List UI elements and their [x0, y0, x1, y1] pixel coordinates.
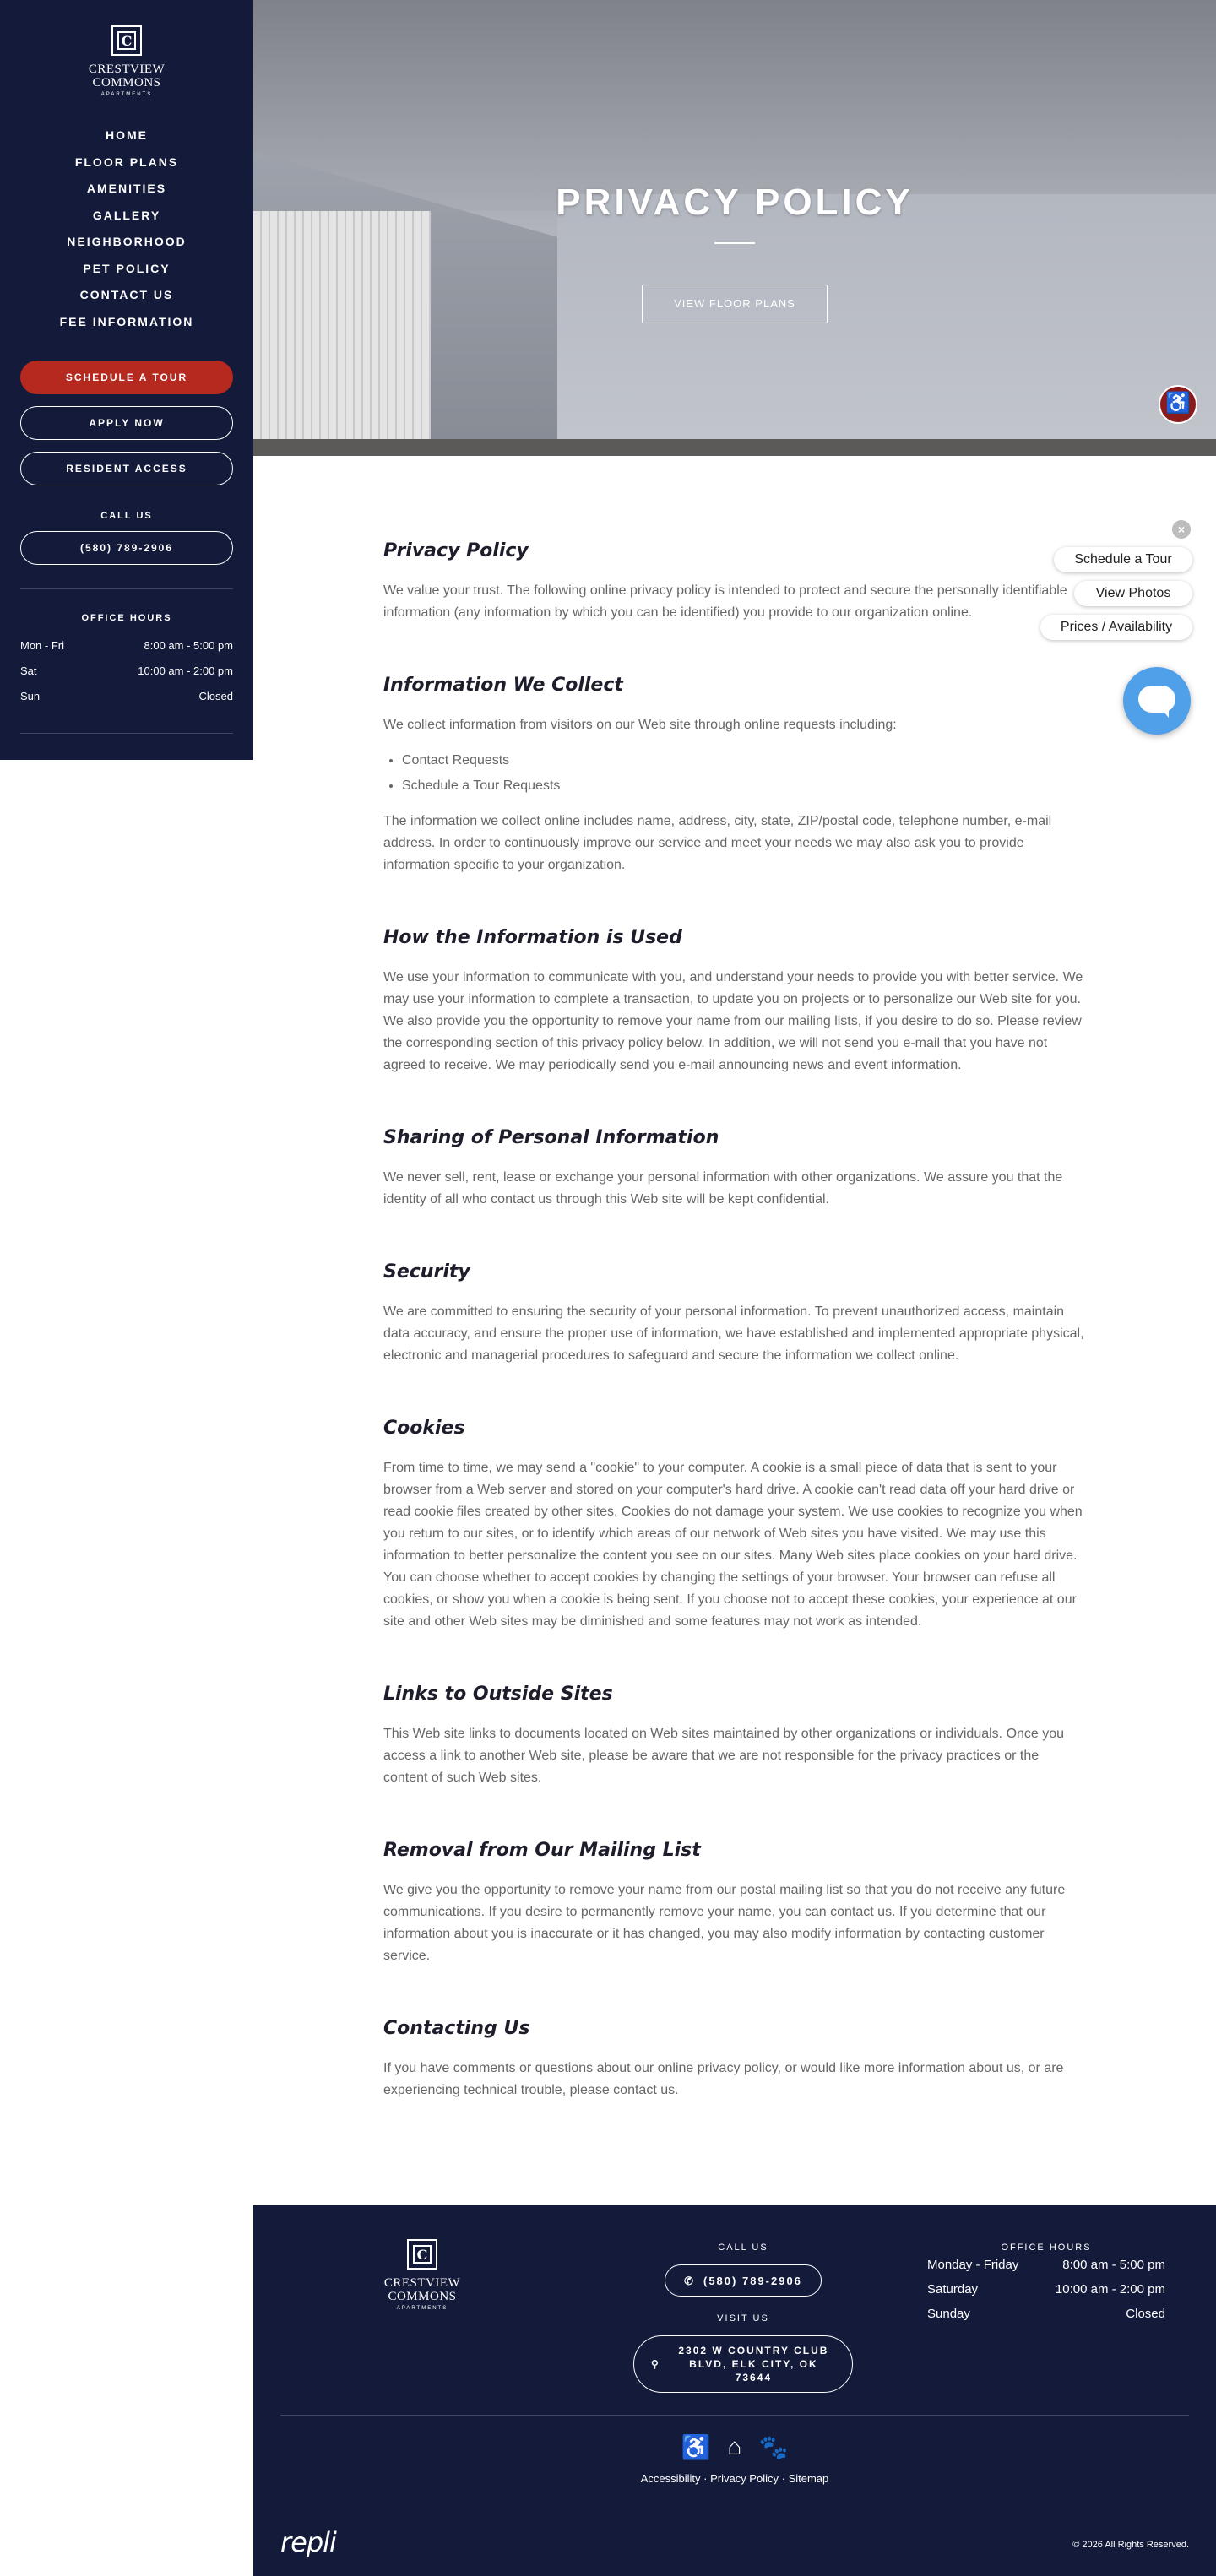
footer-icons — [253, 2433, 1216, 2461]
logo-name: CRESTVIEW COMMONS — [88, 62, 166, 89]
section-title: Cookies — [383, 1418, 465, 1439]
nav-home[interactable]: HOME — [106, 128, 148, 142]
footer-contact — [625, 2242, 861, 2393]
section-title: Information We Collect — [383, 675, 623, 696]
section-paragraph: We collect information from visitors on our Web site through online requests including: — [383, 718, 897, 732]
footer-office-hours — [927, 2242, 1165, 2326]
schedule-tour-button[interactable]: SCHEDULE A TOUR — [20, 361, 233, 394]
title-underline — [714, 242, 755, 244]
hours-row: Sunday Closed — [927, 2307, 1165, 2321]
sidebar-divider — [20, 733, 233, 734]
office-hours-list — [0, 633, 253, 709]
footer-divider — [280, 2415, 1189, 2416]
section-paragraph: This Web site links to documents located on Web sites maintained by other organizations or individuals. Once you access a link to another Web site, please be aware that we are not responsible for the privacy practices or the content of such Web sites. — [383, 1727, 1065, 1785]
section-paragraph: We never sell, rent, lease or exchange your personal information with other organizations. We assure you that the identity of all who contact us through this Web site will be kept confidential. — [383, 1170, 1063, 1207]
chat-bubble-tail — [1160, 708, 1169, 718]
nav-pet-policy[interactable]: PET POLICY — [83, 261, 171, 275]
view-photos-pill[interactable]: View Photos — [1074, 581, 1192, 606]
accessibility-link[interactable]: Accessibility — [640, 2472, 701, 2485]
nav-amenities[interactable]: AMENITIES — [86, 182, 167, 195]
logo-subtitle: APARTMENTS — [396, 2306, 448, 2311]
copyright: © 2026 All Rights Reserved. — [1072, 2540, 1189, 2550]
nav-contact-us[interactable]: CONTACT US — [79, 288, 174, 301]
footer-links: Accessibility · Privacy Policy · Sitemap — [640, 2472, 829, 2485]
section-paragraph: From time to time, we may send a "cookie" to your computer. A cookie is a small piece of data that is sent to your browser from a Web server and stored on your computer's hard drive. A cookie can't read data off your hard drive or read cookie files created by other sites. Cookies do not damage your system. We use cookies to recognize you when you return to our sites, or to identify which areas of our network of Web sites you have visited. We may use this information to better personalize the content you see on our sites. Many Web sites place cookies on your hard drive. You can choose whether to accept cookies by changing the settings of your browser. Your browser can refuse all cookies, or show you when a cookie is being sent. If you choose not to accept these cookies, your experience at our site and other Web sites may be diminished and some features may not work as intended. — [383, 1461, 1083, 1629]
sitemap-link[interactable]: Sitemap — [788, 2472, 829, 2485]
section-title: Contacting Us — [383, 2018, 530, 2039]
logo-mark-icon: C — [407, 2239, 437, 2270]
nav-neighborhood[interactable]: NEIGHBORHOOD — [67, 235, 187, 248]
section-title: Security — [383, 1261, 470, 1283]
section-paragraph: We use your information to communicate with you, and understand your needs to provide you with better service. We may use your information to complete a transaction, to update you on projects or to personalize our Web site for you. We also provide you the opportunity to remove your name from our mailing lists, if you desire to do so. Please review the corresponding section of this privacy policy below. In addition, we will not send you e-mail that you have not agreed to receive. We may periodically send you e-mail announcing news and event information. — [383, 970, 1083, 1072]
collect-list — [383, 748, 1086, 799]
policy-content — [383, 540, 1086, 2101]
nav-gallery[interactable]: GALLERY — [92, 208, 161, 222]
list-item: • Contact Requests — [402, 748, 1086, 773]
schedule-tour-pill[interactable]: Schedule a Tour — [1054, 547, 1192, 572]
logo-name: CRESTVIEW COMMONS — [383, 2276, 461, 2303]
repli-logo[interactable]: repli — [280, 2526, 336, 2558]
prices-availability-pill[interactable]: Prices / Availability — [1040, 615, 1192, 640]
section-paragraph: The information we collect online includes name, address, city, state, ZIP/postal code, telephone number, e-mail address. In order to continuously improve our service and meet your needs we may also ask you to provide information specific to your organization. — [383, 814, 1052, 872]
chat-icon[interactable] — [1123, 667, 1191, 735]
visit-us-label: VISIT US — [717, 2313, 769, 2324]
section-paragraph: If you have comments or questions about our online privacy policy, or would like more information about us, or are experiencing technical trouble, please contact us. — [383, 2061, 1064, 2097]
office-hours-label: OFFICE HOURS — [81, 613, 172, 623]
sidebar-divider — [20, 588, 233, 589]
hero-banner — [253, 0, 1216, 456]
hours-row: Monday - Friday 8:00 am - 5:00 pm — [927, 2258, 1165, 2272]
phone-button[interactable]: (580) 789-2906 — [20, 531, 233, 565]
nav-fee-information[interactable]: FEE INFORMATION — [59, 314, 194, 328]
sidebar — [0, 0, 253, 760]
close-icon[interactable]: × — [1172, 520, 1191, 539]
section-title: How the Information is Used — [383, 927, 682, 948]
logo-subtitle: APARTMENTS — [100, 92, 153, 97]
apply-now-button[interactable]: APPLY NOW — [20, 406, 233, 440]
site-footer — [253, 2205, 1216, 2576]
hours-row: Saturday 10:00 am - 2:00 pm — [927, 2282, 1165, 2297]
main-nav — [0, 122, 253, 335]
footer-logo[interactable] — [380, 2239, 464, 2311]
section-paragraph: We value your trust. The following online privacy policy is intended to protect and secure the personally identifiable information (any information by which you can be identified) you provide to our organization online. — [383, 583, 1067, 620]
resident-access-button[interactable]: RESIDENT ACCESS — [20, 452, 233, 485]
nav-floor-plans[interactable]: FLOOR PLANS — [74, 155, 179, 169]
hours-row: Sun Closed — [20, 690, 233, 702]
paw-icon: 🐾 — [758, 2434, 789, 2460]
map-pin-icon: ⚲ — [651, 2358, 660, 2370]
section-title: Sharing of Personal Information — [383, 1127, 719, 1148]
section-title: Links to Outside Sites — [383, 1684, 613, 1705]
logo-mark-icon: C — [111, 25, 142, 56]
footer-address-button[interactable]: ⚲ 2302 W COUNTRY CLUB BLVD, ELK CITY, OK 73644 — [633, 2335, 853, 2393]
accessibility-icon[interactable]: ♿ — [1159, 385, 1197, 424]
section-title: Removal from Our Mailing List — [383, 1840, 701, 1861]
office-hours-label: OFFICE HOURS — [1001, 2242, 1092, 2253]
hours-row: Sat 10:00 am - 2:00 pm — [20, 664, 233, 677]
equal-housing-icon: ⌂ — [727, 2433, 742, 2459]
wheelchair-icon: ♿ — [681, 2434, 711, 2460]
section-title: Privacy Policy — [383, 540, 529, 561]
privacy-policy-link[interactable]: Privacy Policy — [710, 2472, 779, 2485]
section-paragraph: We give you the opportunity to remove your name from our postal mailing list so that you do not receive any future communications. If you desire to permanently remove your name, you can contact us. If you determine that our information about you is inaccurate or it has changed, you may also modify information by contacting customer service. — [383, 1883, 1066, 1963]
footer-phone-button[interactable]: ✆ (580) 789-2906 — [665, 2264, 822, 2297]
hours-row: Mon - Fri 8:00 am - 5:00 pm — [20, 639, 233, 652]
page-title: PRIVACY POLICY — [556, 182, 914, 223]
list-item: • Schedule a Tour Requests — [402, 773, 1086, 799]
phone-icon: ✆ — [684, 2274, 695, 2287]
call-us-label: CALL US — [100, 511, 153, 521]
call-us-label: CALL US — [718, 2242, 768, 2253]
hero-content — [253, 0, 1216, 456]
section-paragraph: We are committed to ensuring the security of your personal information. To prevent unauthorized access, maintain data accuracy, and ensure the proper use of information, we have established and implemented appropriate physical, electronic and managerial procedures to safeguard and secure the information we collect online. — [383, 1304, 1084, 1363]
brand-logo[interactable] — [0, 25, 253, 97]
chat-bubble-shape — [1138, 686, 1175, 713]
view-floor-plans-button[interactable]: VIEW FLOOR PLANS — [642, 285, 828, 323]
